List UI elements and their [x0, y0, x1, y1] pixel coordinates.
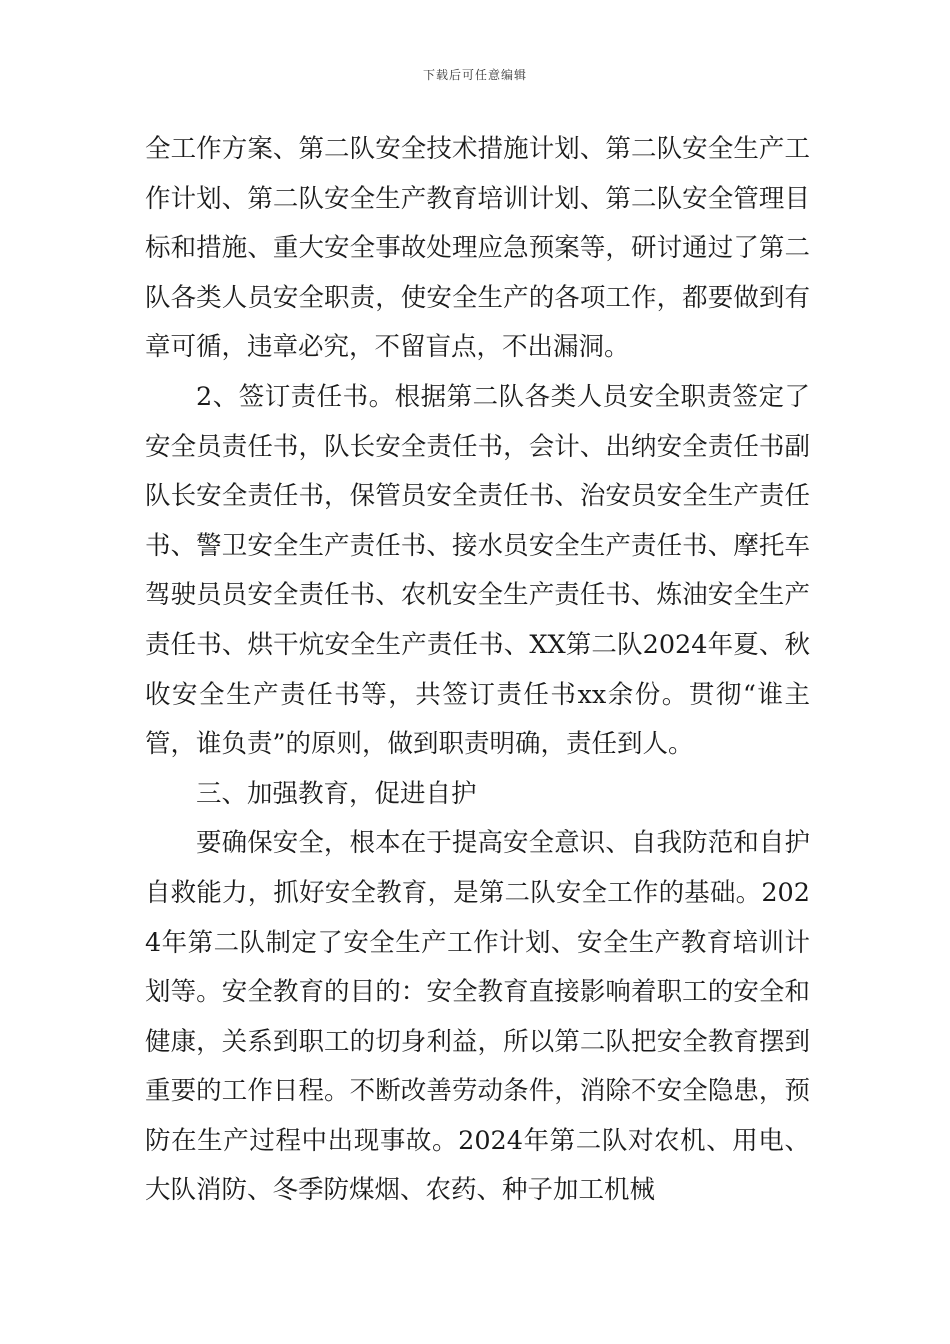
section-heading: 三、加强教育，促进自护 — [196, 778, 477, 809]
document-body — [145, 125, 810, 1216]
paragraph-sign-responsibility: 2、签订责任书。根据第二队各类人员安全职责签定了安全员责任书，队长安全责任书，会计、出纳安全责任书副队长安全责任书，保管员安全责任书、治安员安全生产责任书、警卫安全生产责任书、接水员安全生产责任书、摩托车驾驶员员安全责任书、农机安全生产责任书、炼油安全生产责任书、烘干炕安全生产责任书、XX第二队2024年夏、秋收安全生产责任书等，共签订责任书xx余份。贯彻“谁主管，谁负责”的原则，做到职责明确，责任到人。 — [145, 381, 810, 760]
paragraph-safety-education: 要确保安全，根本在于提高安全意识、自我防范和自护自救能力，抓好安全教育，是第二队安全工作的基础。2024年第二队制定了安全生产工作计划、安全生产教育培训计划等。安全教育的目的：安全教育直接影响着职工的安全和健康，关系到职工的切身利益，所以第二队把安全教育摆到重要的工作日程。不断改善劳动条件，消除不安全隐患，预防在生产过程中出现事故。2024年第二队对农机、用电、大队消防、冬季防煤烟、农药、种子加工机械 — [145, 828, 810, 1206]
paragraph-continuation: 全工作方案、第二队安全技术措施计划、第二队安全生产工作计划、第二队安全生产教育培训计划、第二队安全管理目标和措施、重大安全事故处理应急预案等，研讨通过了第二队各类人员安全职责，使安全生产的各项工作，都要做到有章可循，违章必究，不留盲点，不出漏洞。 — [145, 134, 810, 363]
page-header: 下载后可任意编辑 — [422, 68, 527, 82]
